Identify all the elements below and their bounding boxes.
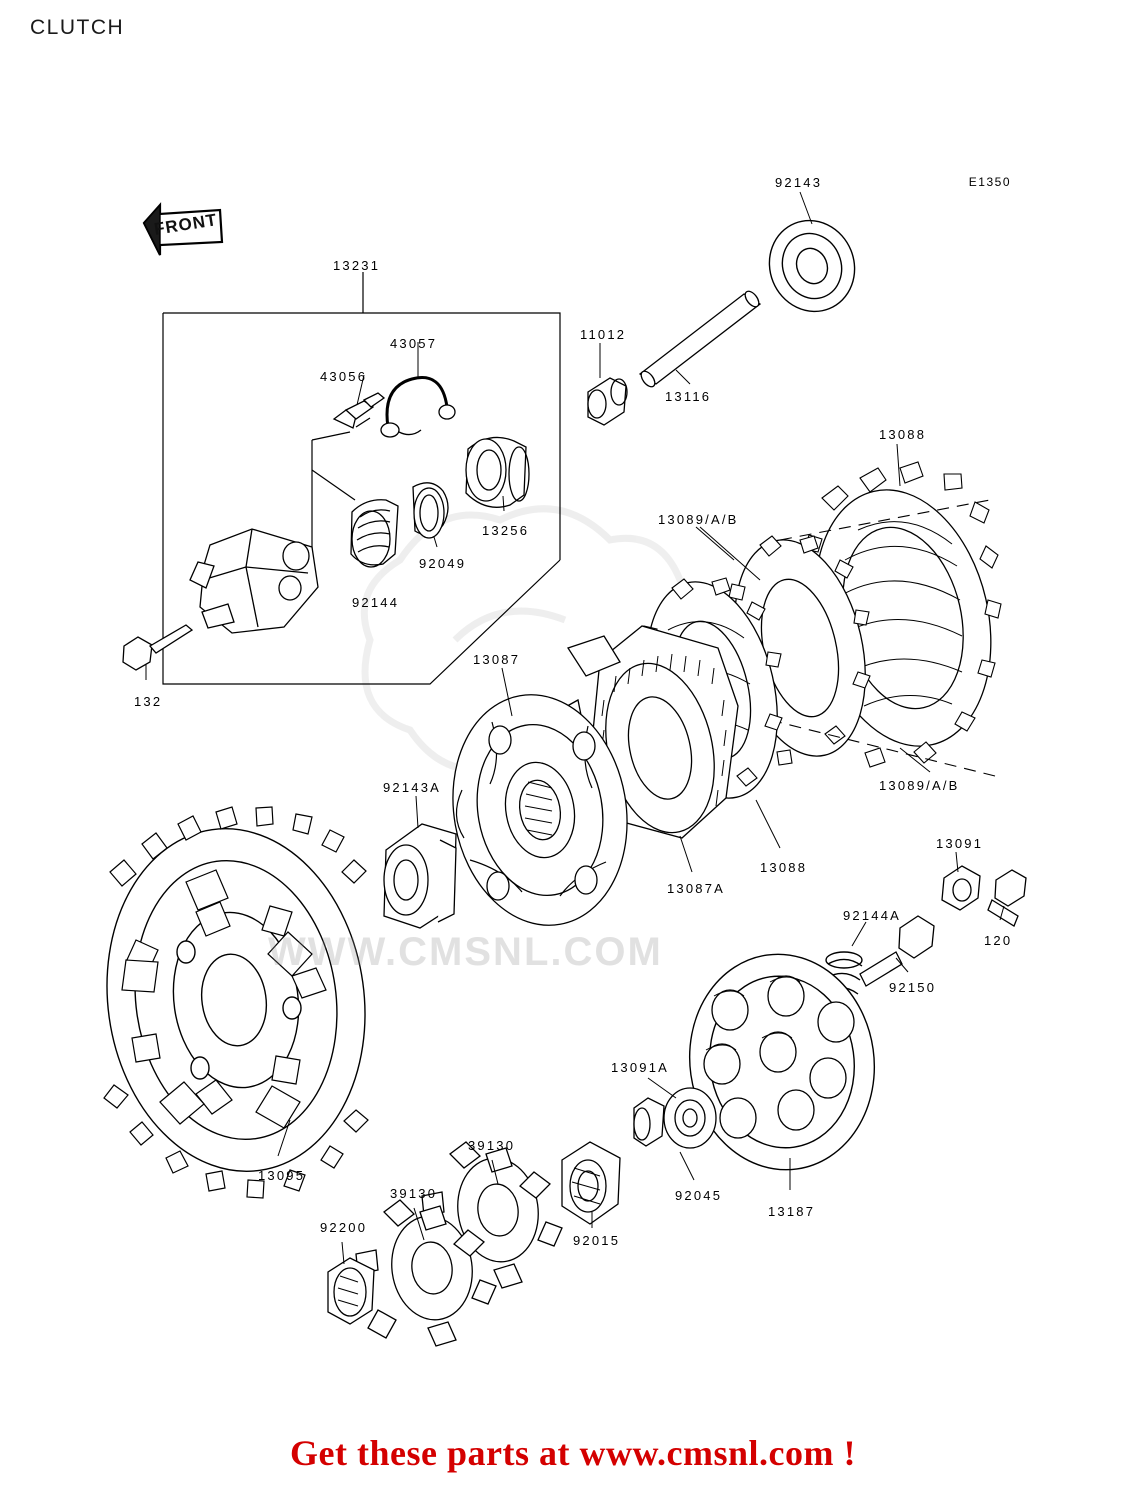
part-number-label[interactable]: 13088 bbox=[879, 427, 927, 442]
part-number-label[interactable]: 39130 bbox=[468, 1138, 516, 1153]
part-number-label[interactable]: 43056 bbox=[320, 369, 368, 384]
part-number-label[interactable]: 92143A bbox=[383, 780, 442, 795]
part-number-label[interactable]: 120 bbox=[984, 933, 1013, 948]
part-92150-bolt bbox=[860, 916, 934, 986]
clutch-release-lever bbox=[190, 529, 318, 633]
part-number-label[interactable]: 13087 bbox=[473, 652, 521, 667]
part-92200 bbox=[328, 1258, 374, 1324]
part-92049 bbox=[413, 483, 448, 538]
part-number-label[interactable]: 92045 bbox=[675, 1188, 723, 1203]
part-number-label[interactable]: 13256 bbox=[482, 523, 530, 538]
diagram-code: E1350 bbox=[968, 175, 1011, 189]
part-number-label[interactable]: 13231 bbox=[333, 258, 381, 273]
part-120-bolt bbox=[988, 870, 1026, 926]
part-132 bbox=[123, 625, 192, 670]
watermark-text: WWW.CMSNL.COM bbox=[268, 930, 663, 974]
part-number-label[interactable]: 43057 bbox=[390, 336, 438, 351]
part-number-label[interactable]: 13091A bbox=[611, 1060, 670, 1075]
part-number-label[interactable]: 92144A bbox=[843, 908, 902, 923]
part-number-label[interactable]: 13089/A/B bbox=[879, 778, 960, 793]
part-92015-nut bbox=[562, 1142, 620, 1224]
part-92143 bbox=[756, 208, 868, 325]
part-number-label[interactable]: 13116 bbox=[665, 389, 712, 404]
part-number-label[interactable]: 92143 bbox=[775, 175, 823, 190]
part-number-label[interactable]: 92049 bbox=[419, 556, 467, 571]
part-92144 bbox=[351, 500, 398, 567]
footer-cta: Get these parts at www.cmsnl.com ! bbox=[290, 1433, 856, 1473]
part-11012 bbox=[588, 378, 627, 425]
part-number-label[interactable]: 92150 bbox=[889, 980, 937, 995]
part-number-label[interactable]: 92200 bbox=[320, 1220, 368, 1235]
part-92045 bbox=[634, 1098, 664, 1146]
part-13095-clutch-housing bbox=[85, 807, 386, 1198]
page-title: CLUTCH bbox=[30, 16, 125, 39]
part-number-label[interactable]: 132 bbox=[134, 694, 163, 709]
part-13256 bbox=[466, 437, 529, 507]
part-number-label[interactable]: 13095 bbox=[258, 1168, 306, 1183]
part-number-label[interactable]: 13089/A/B bbox=[658, 512, 739, 527]
part-92143a bbox=[384, 824, 456, 928]
part-number-label[interactable]: 13091 bbox=[936, 836, 984, 851]
part-number-label[interactable]: 13187 bbox=[768, 1204, 816, 1219]
part-number-label[interactable]: 13087A bbox=[667, 881, 726, 896]
part-number-label[interactable]: 92015 bbox=[573, 1233, 621, 1248]
part-43057 bbox=[381, 378, 455, 437]
part-13091 bbox=[942, 866, 980, 910]
part-13116 bbox=[639, 289, 762, 389]
part-number-label[interactable]: 11012 bbox=[580, 327, 627, 342]
part-13091a-bearing bbox=[664, 1088, 716, 1148]
part-number-label[interactable]: 92144 bbox=[352, 595, 400, 610]
part-number-label[interactable]: 13088 bbox=[760, 860, 808, 875]
part-number-label[interactable]: 39130 bbox=[390, 1186, 438, 1201]
front-badge-label: FRONT bbox=[152, 210, 219, 239]
